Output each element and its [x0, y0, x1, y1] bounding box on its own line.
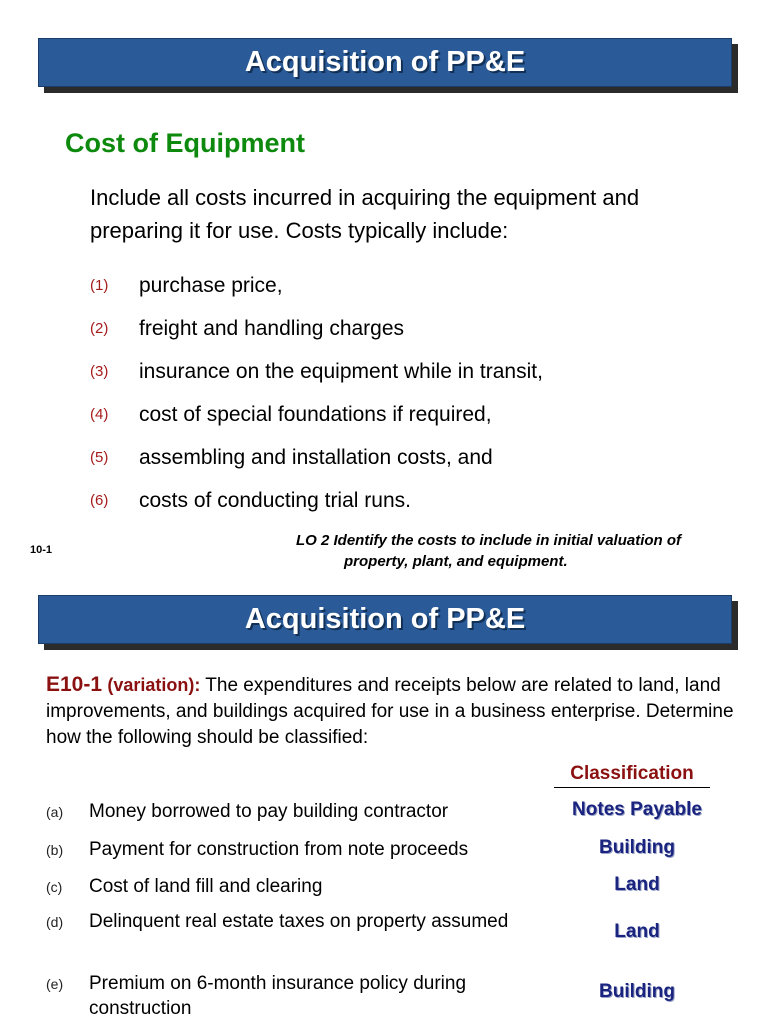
subheading: Cost of Equipment — [65, 128, 305, 158]
list-item-text: freight and handling charges — [139, 316, 405, 340]
row-label: (d) — [46, 914, 64, 930]
slide-1-title: Acquisition of PP&E — [244, 46, 526, 78]
row-label: (c) — [46, 879, 63, 895]
row-classification: Land — [614, 921, 660, 942]
slide-number: 10-1 — [30, 544, 53, 556]
learning-objective-line-1: LO 2 Identify the costs to include in initial valuation of — [296, 532, 682, 549]
list-item-text: cost of special foundations if required, — [139, 402, 492, 426]
row-label: (a) — [46, 804, 64, 820]
list-item — [90, 264, 730, 307]
row-classification: Building — [599, 981, 675, 1002]
cost-list — [90, 264, 730, 522]
intro-paragraph: Include all costs incurred in acquiring the equipment and preparing it for use. Costs typically include: — [90, 185, 640, 243]
list-item-text: insurance on the equipment while in transit, — [139, 359, 543, 383]
list-item — [90, 436, 730, 479]
row-description: Money borrowed to pay building contractor — [89, 801, 449, 822]
list-item-number: (6) — [90, 492, 109, 509]
row-description: Premium on 6-month insurance policy during construction — [89, 973, 467, 1019]
list-item-number: (1) — [90, 277, 109, 294]
learning-objective — [296, 530, 756, 572]
list-item — [90, 393, 730, 436]
list-item-number: (2) — [90, 320, 109, 337]
row-classification: Notes Payable — [572, 799, 702, 820]
exercise-intro — [46, 672, 736, 751]
list-item-text: purchase price, — [139, 273, 283, 297]
row-description: Delinquent real estate taxes on property assumed — [89, 911, 509, 932]
learning-objective-line-2: property, plant, and equipment. — [344, 553, 568, 570]
row-description: Cost of land fill and clearing — [89, 876, 323, 897]
slide-2-title-bar — [38, 595, 732, 644]
list-item-text: assembling and installation costs, and — [139, 445, 493, 469]
slide-1-title-bar — [38, 38, 732, 87]
row-description: Payment for construction from note proceeds — [89, 839, 469, 860]
slide-2-title: Acquisition of PP&E — [244, 603, 526, 635]
slide-2 — [0, 580, 768, 1024]
classification-header: Classification — [554, 763, 710, 788]
list-item — [90, 307, 730, 350]
row-label: (b) — [46, 842, 64, 858]
list-item-number: (5) — [90, 449, 109, 466]
row-label: (e) — [46, 976, 64, 992]
row-classification: Building — [599, 837, 675, 858]
exercise-code: E10-1 — [46, 673, 103, 696]
row-classification: Land — [614, 874, 660, 895]
list-item-number: (3) — [90, 363, 109, 380]
exercise-text: The expenditures and receipts below are related to land, land improvements, and buildings acquired for use in a business enterprise. Determine how the following should be classified: — [46, 675, 734, 748]
exercise-variation: (variation): — [107, 675, 201, 695]
list-item — [90, 350, 730, 393]
list-item-number: (4) — [90, 406, 109, 423]
list-item — [90, 479, 730, 522]
list-item-text: costs of conducting trial runs. — [139, 488, 411, 512]
